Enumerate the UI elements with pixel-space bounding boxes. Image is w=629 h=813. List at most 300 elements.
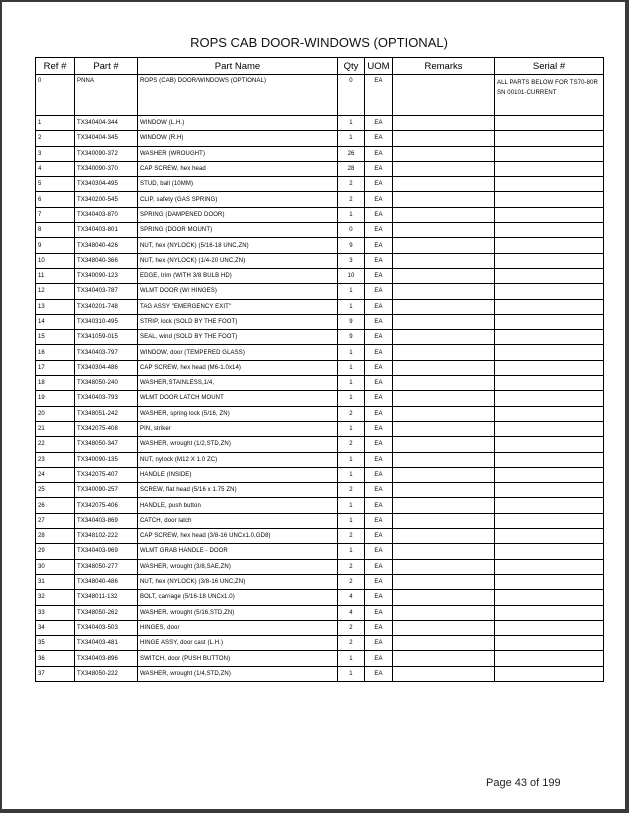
table-row <box>36 223 604 238</box>
parts-table <box>35 57 604 682</box>
cell-ref: 18 <box>36 376 75 391</box>
header-uom: UOM <box>365 58 393 75</box>
cell-ref: 22 <box>36 437 75 452</box>
cell-part-number: TX340200-545 <box>75 192 138 207</box>
cell-part-name: NUT, hex (NYLOCK) (1/4-20 UNC,ZN) <box>138 253 338 268</box>
cell-uom: EA <box>365 345 393 360</box>
cell-serial <box>495 437 604 452</box>
cell-remarks <box>393 345 495 360</box>
cell-uom: EA <box>365 590 393 605</box>
cell-ref: 23 <box>36 452 75 467</box>
cell-remarks <box>393 116 495 131</box>
cell-part-name: WASHER, wrought (5/16,STD,ZN) <box>138 605 338 620</box>
cell-remarks <box>393 544 495 559</box>
cell-uom: EA <box>365 177 393 192</box>
cell-part-number: TX348050-347 <box>75 437 138 452</box>
cell-part-name: WINDOW (L.H.) <box>138 116 338 131</box>
cell-part-name: CLIP, safety (GAS SPRING) <box>138 192 338 207</box>
cell-part-name: HINGE ASSY, door cast (L.H.) <box>138 636 338 651</box>
cell-remarks <box>393 559 495 574</box>
cell-uom: EA <box>365 131 393 146</box>
table-row <box>36 192 604 207</box>
cell-ref: 17 <box>36 360 75 375</box>
cell-part-name: NUT, hex (NYLOCK) (3/8-16 UNC,ZN) <box>138 574 338 589</box>
cell-part-name: WINDOW, door (TEMPERED GLASS) <box>138 345 338 360</box>
cell-part-name: BOLT, carriage (5/16-18 UNCx1.0) <box>138 590 338 605</box>
cell-ref: 15 <box>36 330 75 345</box>
cell-qty: 4 <box>338 605 365 620</box>
cell-serial <box>495 284 604 299</box>
cell-remarks <box>393 376 495 391</box>
cell-ref: 29 <box>36 544 75 559</box>
cell-part-number: TX340090-257 <box>75 483 138 498</box>
table-row <box>36 284 604 299</box>
table-row <box>36 590 604 605</box>
cell-serial <box>495 483 604 498</box>
cell-serial <box>495 666 604 681</box>
cell-part-name: WASHER (WROUGHT) <box>138 146 338 161</box>
cell-serial <box>495 314 604 329</box>
cell-qty: 1 <box>338 360 365 375</box>
table-row <box>36 345 604 360</box>
cell-uom: EA <box>365 452 393 467</box>
cell-part-number: TX340403-503 <box>75 620 138 635</box>
cell-remarks <box>393 161 495 176</box>
cell-remarks <box>393 666 495 681</box>
cell-ref: 10 <box>36 253 75 268</box>
cell-part-name: CATCH, door latch <box>138 513 338 528</box>
cell-qty: 2 <box>338 529 365 544</box>
cell-qty: 1 <box>338 391 365 406</box>
table-row <box>36 360 604 375</box>
cell-uom: EA <box>365 421 393 436</box>
table-row <box>36 651 604 666</box>
cell-uom: EA <box>365 116 393 131</box>
table-row <box>36 498 604 513</box>
cell-part-number: TX348050-262 <box>75 605 138 620</box>
cell-uom: EA <box>365 330 393 345</box>
cell-part-name: SPRING (DOOR MOUNT) <box>138 223 338 238</box>
cell-part-name: ROPS (CAB) DOOR/WINDOWS (OPTIONAL) <box>138 75 338 116</box>
cell-remarks <box>393 131 495 146</box>
cell-ref: 28 <box>36 529 75 544</box>
cell-part-number: PNNA <box>75 75 138 116</box>
table-row <box>36 268 604 283</box>
cell-part-name: NUT, nylock (M12 X 1.0 ZC) <box>138 452 338 467</box>
cell-part-name: CAP SCREW, hex head <box>138 161 338 176</box>
cell-part-name: TAG ASSY "EMERGENCY EXIT" <box>138 299 338 314</box>
cell-part-number: TX340403-787 <box>75 284 138 299</box>
cell-qty: 26 <box>338 146 365 161</box>
cell-ref: 9 <box>36 238 75 253</box>
table-row <box>36 330 604 345</box>
cell-uom: EA <box>365 605 393 620</box>
cell-serial <box>495 590 604 605</box>
cell-ref: 12 <box>36 284 75 299</box>
cell-serial <box>495 253 604 268</box>
cell-ref: 21 <box>36 421 75 436</box>
cell-part-number: TX340090-123 <box>75 268 138 283</box>
cell-qty: 1 <box>338 299 365 314</box>
cell-remarks <box>393 330 495 345</box>
cell-remarks <box>393 590 495 605</box>
cell-remarks <box>393 268 495 283</box>
header-serial: Serial # <box>495 58 604 75</box>
table-row <box>36 238 604 253</box>
cell-qty: 28 <box>338 161 365 176</box>
cell-part-number: TX342075-406 <box>75 498 138 513</box>
cell-uom: EA <box>365 406 393 421</box>
cell-part-name: SPRING (DAMPENED DOOR) <box>138 207 338 222</box>
cell-serial <box>495 360 604 375</box>
cell-serial <box>495 376 604 391</box>
cell-ref: 5 <box>36 177 75 192</box>
cell-ref: 32 <box>36 590 75 605</box>
cell-part-name: SEAL, wind (SOLD BY THE FOOT) <box>138 330 338 345</box>
cell-ref: 19 <box>36 391 75 406</box>
table-row <box>36 437 604 452</box>
cell-qty: 0 <box>338 75 365 116</box>
cell-qty: 1 <box>338 116 365 131</box>
header-part-number: Part # <box>75 58 138 75</box>
cell-qty: 2 <box>338 437 365 452</box>
cell-ref: 3 <box>36 146 75 161</box>
table-row <box>36 529 604 544</box>
cell-part-name: STUD, ball (10MM) <box>138 177 338 192</box>
table-row <box>36 421 604 436</box>
cell-part-number: TX340201-748 <box>75 299 138 314</box>
cell-uom: EA <box>365 376 393 391</box>
cell-ref: 33 <box>36 605 75 620</box>
cell-part-number: TX348040-486 <box>75 574 138 589</box>
table-row <box>36 299 604 314</box>
cell-uom: EA <box>365 651 393 666</box>
cell-part-number: TX340304-495 <box>75 177 138 192</box>
cell-qty: 9 <box>338 238 365 253</box>
cell-part-name: CAP SCREW, hex head (M6-1.0x14) <box>138 360 338 375</box>
cell-uom: EA <box>365 75 393 116</box>
cell-ref: 0 <box>36 75 75 116</box>
table-row <box>36 376 604 391</box>
cell-part-name: HANDLE (INSIDE) <box>138 467 338 482</box>
cell-remarks <box>393 223 495 238</box>
table-row <box>36 636 604 651</box>
cell-qty: 2 <box>338 636 365 651</box>
cell-part-number: TX340403-793 <box>75 391 138 406</box>
cell-serial <box>495 574 604 589</box>
table-row <box>36 513 604 528</box>
cell-serial <box>495 238 604 253</box>
cell-part-name: WASHER, spring lock (5/16, ZN) <box>138 406 338 421</box>
table-row <box>36 161 604 176</box>
cell-remarks <box>393 498 495 513</box>
cell-part-number: TX340404-345 <box>75 131 138 146</box>
cell-uom: EA <box>365 314 393 329</box>
cell-remarks <box>393 437 495 452</box>
cell-serial <box>495 529 604 544</box>
cell-part-name: WASHER, wrought (3/8,SAE,ZN) <box>138 559 338 574</box>
header-ref: Ref # <box>36 58 75 75</box>
cell-uom: EA <box>365 192 393 207</box>
cell-ref: 26 <box>36 498 75 513</box>
cell-remarks <box>393 207 495 222</box>
cell-part-number: TX340404-344 <box>75 116 138 131</box>
cell-qty: 1 <box>338 498 365 513</box>
cell-qty: 9 <box>338 330 365 345</box>
cell-remarks <box>393 636 495 651</box>
table-row <box>36 314 604 329</box>
cell-ref: 20 <box>36 406 75 421</box>
cell-serial <box>495 223 604 238</box>
cell-serial <box>495 544 604 559</box>
cell-uom: EA <box>365 467 393 482</box>
cell-qty: 1 <box>338 131 365 146</box>
cell-ref: 1 <box>36 116 75 131</box>
cell-ref: 8 <box>36 223 75 238</box>
cell-uom: EA <box>365 544 393 559</box>
cell-remarks <box>393 574 495 589</box>
cell-remarks <box>393 75 495 116</box>
header-remarks: Remarks <box>393 58 495 75</box>
cell-uom: EA <box>365 284 393 299</box>
cell-qty: 0 <box>338 223 365 238</box>
cell-ref: 36 <box>36 651 75 666</box>
cell-remarks <box>393 177 495 192</box>
cell-part-name: WASHER, wrought (1/4,STD,ZN) <box>138 666 338 681</box>
header-part-name: Part Name <box>138 58 338 75</box>
table-row <box>36 574 604 589</box>
cell-part-number: TX348050-222 <box>75 666 138 681</box>
cell-uom: EA <box>365 207 393 222</box>
cell-qty: 1 <box>338 513 365 528</box>
cell-uom: EA <box>365 223 393 238</box>
cell-qty: 1 <box>338 666 365 681</box>
cell-uom: EA <box>365 437 393 452</box>
cell-uom: EA <box>365 253 393 268</box>
cell-ref: 37 <box>36 666 75 681</box>
cell-serial <box>495 467 604 482</box>
cell-serial <box>495 116 604 131</box>
table-row <box>36 620 604 635</box>
cell-qty: 1 <box>338 421 365 436</box>
cell-ref: 27 <box>36 513 75 528</box>
table-row <box>36 406 604 421</box>
cell-part-number: TX348011-132 <box>75 590 138 605</box>
cell-remarks <box>393 421 495 436</box>
cell-remarks <box>393 605 495 620</box>
table-row <box>36 559 604 574</box>
cell-serial <box>495 636 604 651</box>
cell-serial <box>495 192 604 207</box>
cell-uom: EA <box>365 636 393 651</box>
cell-remarks <box>393 513 495 528</box>
cell-part-number: TX340090-372 <box>75 146 138 161</box>
cell-serial <box>495 268 604 283</box>
cell-ref: 6 <box>36 192 75 207</box>
cell-part-name: CAP SCREW, hex head (3/8-16 UNCx1.0,GD8) <box>138 529 338 544</box>
cell-serial <box>495 146 604 161</box>
header-qty: Qty <box>338 58 365 75</box>
cell-uom: EA <box>365 513 393 528</box>
cell-part-number: TX348050-277 <box>75 559 138 574</box>
cell-ref: 11 <box>36 268 75 283</box>
table-row <box>36 131 604 146</box>
table-row <box>36 452 604 467</box>
cell-uom: EA <box>365 146 393 161</box>
cell-uom: EA <box>365 574 393 589</box>
cell-serial <box>495 207 604 222</box>
cell-part-name: SCREW, flat head (5/16 x 1.75 ZN) <box>138 483 338 498</box>
cell-ref: 13 <box>36 299 75 314</box>
cell-serial <box>495 345 604 360</box>
cell-uom: EA <box>365 268 393 283</box>
cell-part-name: PIN, striker <box>138 421 338 436</box>
cell-uom: EA <box>365 391 393 406</box>
table-row <box>36 605 604 620</box>
cell-part-number: TX340403-896 <box>75 651 138 666</box>
cell-qty: 1 <box>338 651 365 666</box>
cell-serial <box>495 406 604 421</box>
cell-serial <box>495 605 604 620</box>
cell-serial <box>495 177 604 192</box>
cell-ref: 35 <box>36 636 75 651</box>
cell-ref: 7 <box>36 207 75 222</box>
cell-remarks <box>393 192 495 207</box>
cell-serial <box>495 330 604 345</box>
cell-remarks <box>393 406 495 421</box>
cell-qty: 3 <box>338 253 365 268</box>
cell-part-number: TX341059-015 <box>75 330 138 345</box>
cell-qty: 4 <box>338 590 365 605</box>
cell-remarks <box>393 452 495 467</box>
cell-part-number: TX340304-486 <box>75 360 138 375</box>
cell-part-number: TX348050-240 <box>75 376 138 391</box>
cell-serial <box>495 620 604 635</box>
cell-part-number: TX348040-426 <box>75 238 138 253</box>
page-number: Page 43 of 199 <box>486 777 561 789</box>
cell-remarks <box>393 529 495 544</box>
cell-qty: 9 <box>338 314 365 329</box>
cell-remarks <box>393 360 495 375</box>
cell-part-name: WINDOW (R.H) <box>138 131 338 146</box>
cell-uom: EA <box>365 498 393 513</box>
cell-part-name: HANDLE, push button <box>138 498 338 513</box>
cell-part-name: WLMT GRAB HANDLE - DOOR <box>138 544 338 559</box>
cell-serial: ALL PARTS BELOW FOR TS70-80R SN 00101-CURRENT <box>495 75 604 116</box>
cell-serial <box>495 391 604 406</box>
cell-serial <box>495 651 604 666</box>
cell-part-number: TX340403-869 <box>75 513 138 528</box>
cell-qty: 2 <box>338 483 365 498</box>
cell-ref: 31 <box>36 574 75 589</box>
cell-serial <box>495 513 604 528</box>
cell-serial <box>495 498 604 513</box>
cell-serial <box>495 131 604 146</box>
cell-part-name: WLMT DOOR (W/ HINGES) <box>138 284 338 299</box>
cell-uom: EA <box>365 529 393 544</box>
table-row <box>36 467 604 482</box>
cell-ref: 25 <box>36 483 75 498</box>
table-row <box>36 391 604 406</box>
cell-uom: EA <box>365 238 393 253</box>
cell-qty: 1 <box>338 467 365 482</box>
cell-remarks <box>393 314 495 329</box>
table-row <box>36 544 604 559</box>
table-row <box>36 253 604 268</box>
cell-part-number: TX340403-481 <box>75 636 138 651</box>
cell-qty: 2 <box>338 177 365 192</box>
cell-uom: EA <box>365 559 393 574</box>
cell-part-name: STRIP, lock (SOLD BY THE FOOT) <box>138 314 338 329</box>
cell-remarks <box>393 391 495 406</box>
cell-ref: 30 <box>36 559 75 574</box>
cell-uom: EA <box>365 161 393 176</box>
cell-ref: 4 <box>36 161 75 176</box>
cell-ref: 16 <box>36 345 75 360</box>
cell-remarks <box>393 253 495 268</box>
cell-remarks <box>393 238 495 253</box>
cell-part-number: TX340403-870 <box>75 207 138 222</box>
cell-ref: 2 <box>36 131 75 146</box>
cell-qty: 2 <box>338 192 365 207</box>
table-row <box>36 483 604 498</box>
table-row <box>36 146 604 161</box>
cell-part-number: TX340090-370 <box>75 161 138 176</box>
cell-qty: 2 <box>338 559 365 574</box>
cell-part-number: TX340090-135 <box>75 452 138 467</box>
cell-ref: 14 <box>36 314 75 329</box>
cell-uom: EA <box>365 666 393 681</box>
cell-uom: EA <box>365 483 393 498</box>
cell-remarks <box>393 651 495 666</box>
cell-part-number: TX348051-242 <box>75 406 138 421</box>
cell-remarks <box>393 284 495 299</box>
table-row <box>36 75 604 116</box>
cell-serial <box>495 161 604 176</box>
cell-part-name: WASHER, wrought (1/2,STD,ZN) <box>138 437 338 452</box>
cell-part-name: NUT, hex (NYLOCK) (5/16-18 UNC,ZN) <box>138 238 338 253</box>
cell-uom: EA <box>365 360 393 375</box>
table-row <box>36 666 604 681</box>
cell-qty: 1 <box>338 345 365 360</box>
cell-serial <box>495 421 604 436</box>
page-title: ROPS CAB DOOR-WINDOWS (OPTIONAL) <box>190 35 448 50</box>
cell-qty: 1 <box>338 452 365 467</box>
cell-part-number: TX342075-407 <box>75 467 138 482</box>
cell-remarks <box>393 146 495 161</box>
cell-qty: 1 <box>338 284 365 299</box>
cell-part-name: WASHER,STAINLESS,1/4, <box>138 376 338 391</box>
cell-qty: 2 <box>338 620 365 635</box>
cell-serial <box>495 299 604 314</box>
cell-uom: EA <box>365 620 393 635</box>
cell-part-number: TX348040-366 <box>75 253 138 268</box>
cell-uom: EA <box>365 299 393 314</box>
cell-part-name: HINGES, door <box>138 620 338 635</box>
cell-qty: 1 <box>338 207 365 222</box>
cell-serial <box>495 452 604 467</box>
table-row <box>36 207 604 222</box>
table-header-row <box>36 58 604 75</box>
cell-remarks <box>393 483 495 498</box>
cell-ref: 24 <box>36 467 75 482</box>
cell-ref: 34 <box>36 620 75 635</box>
cell-part-name: EDGE, trim (WITH 3/8 BULB HD) <box>138 268 338 283</box>
cell-part-number: TX340403-801 <box>75 223 138 238</box>
cell-remarks <box>393 467 495 482</box>
cell-part-number: TX348102-222 <box>75 529 138 544</box>
cell-remarks <box>393 299 495 314</box>
